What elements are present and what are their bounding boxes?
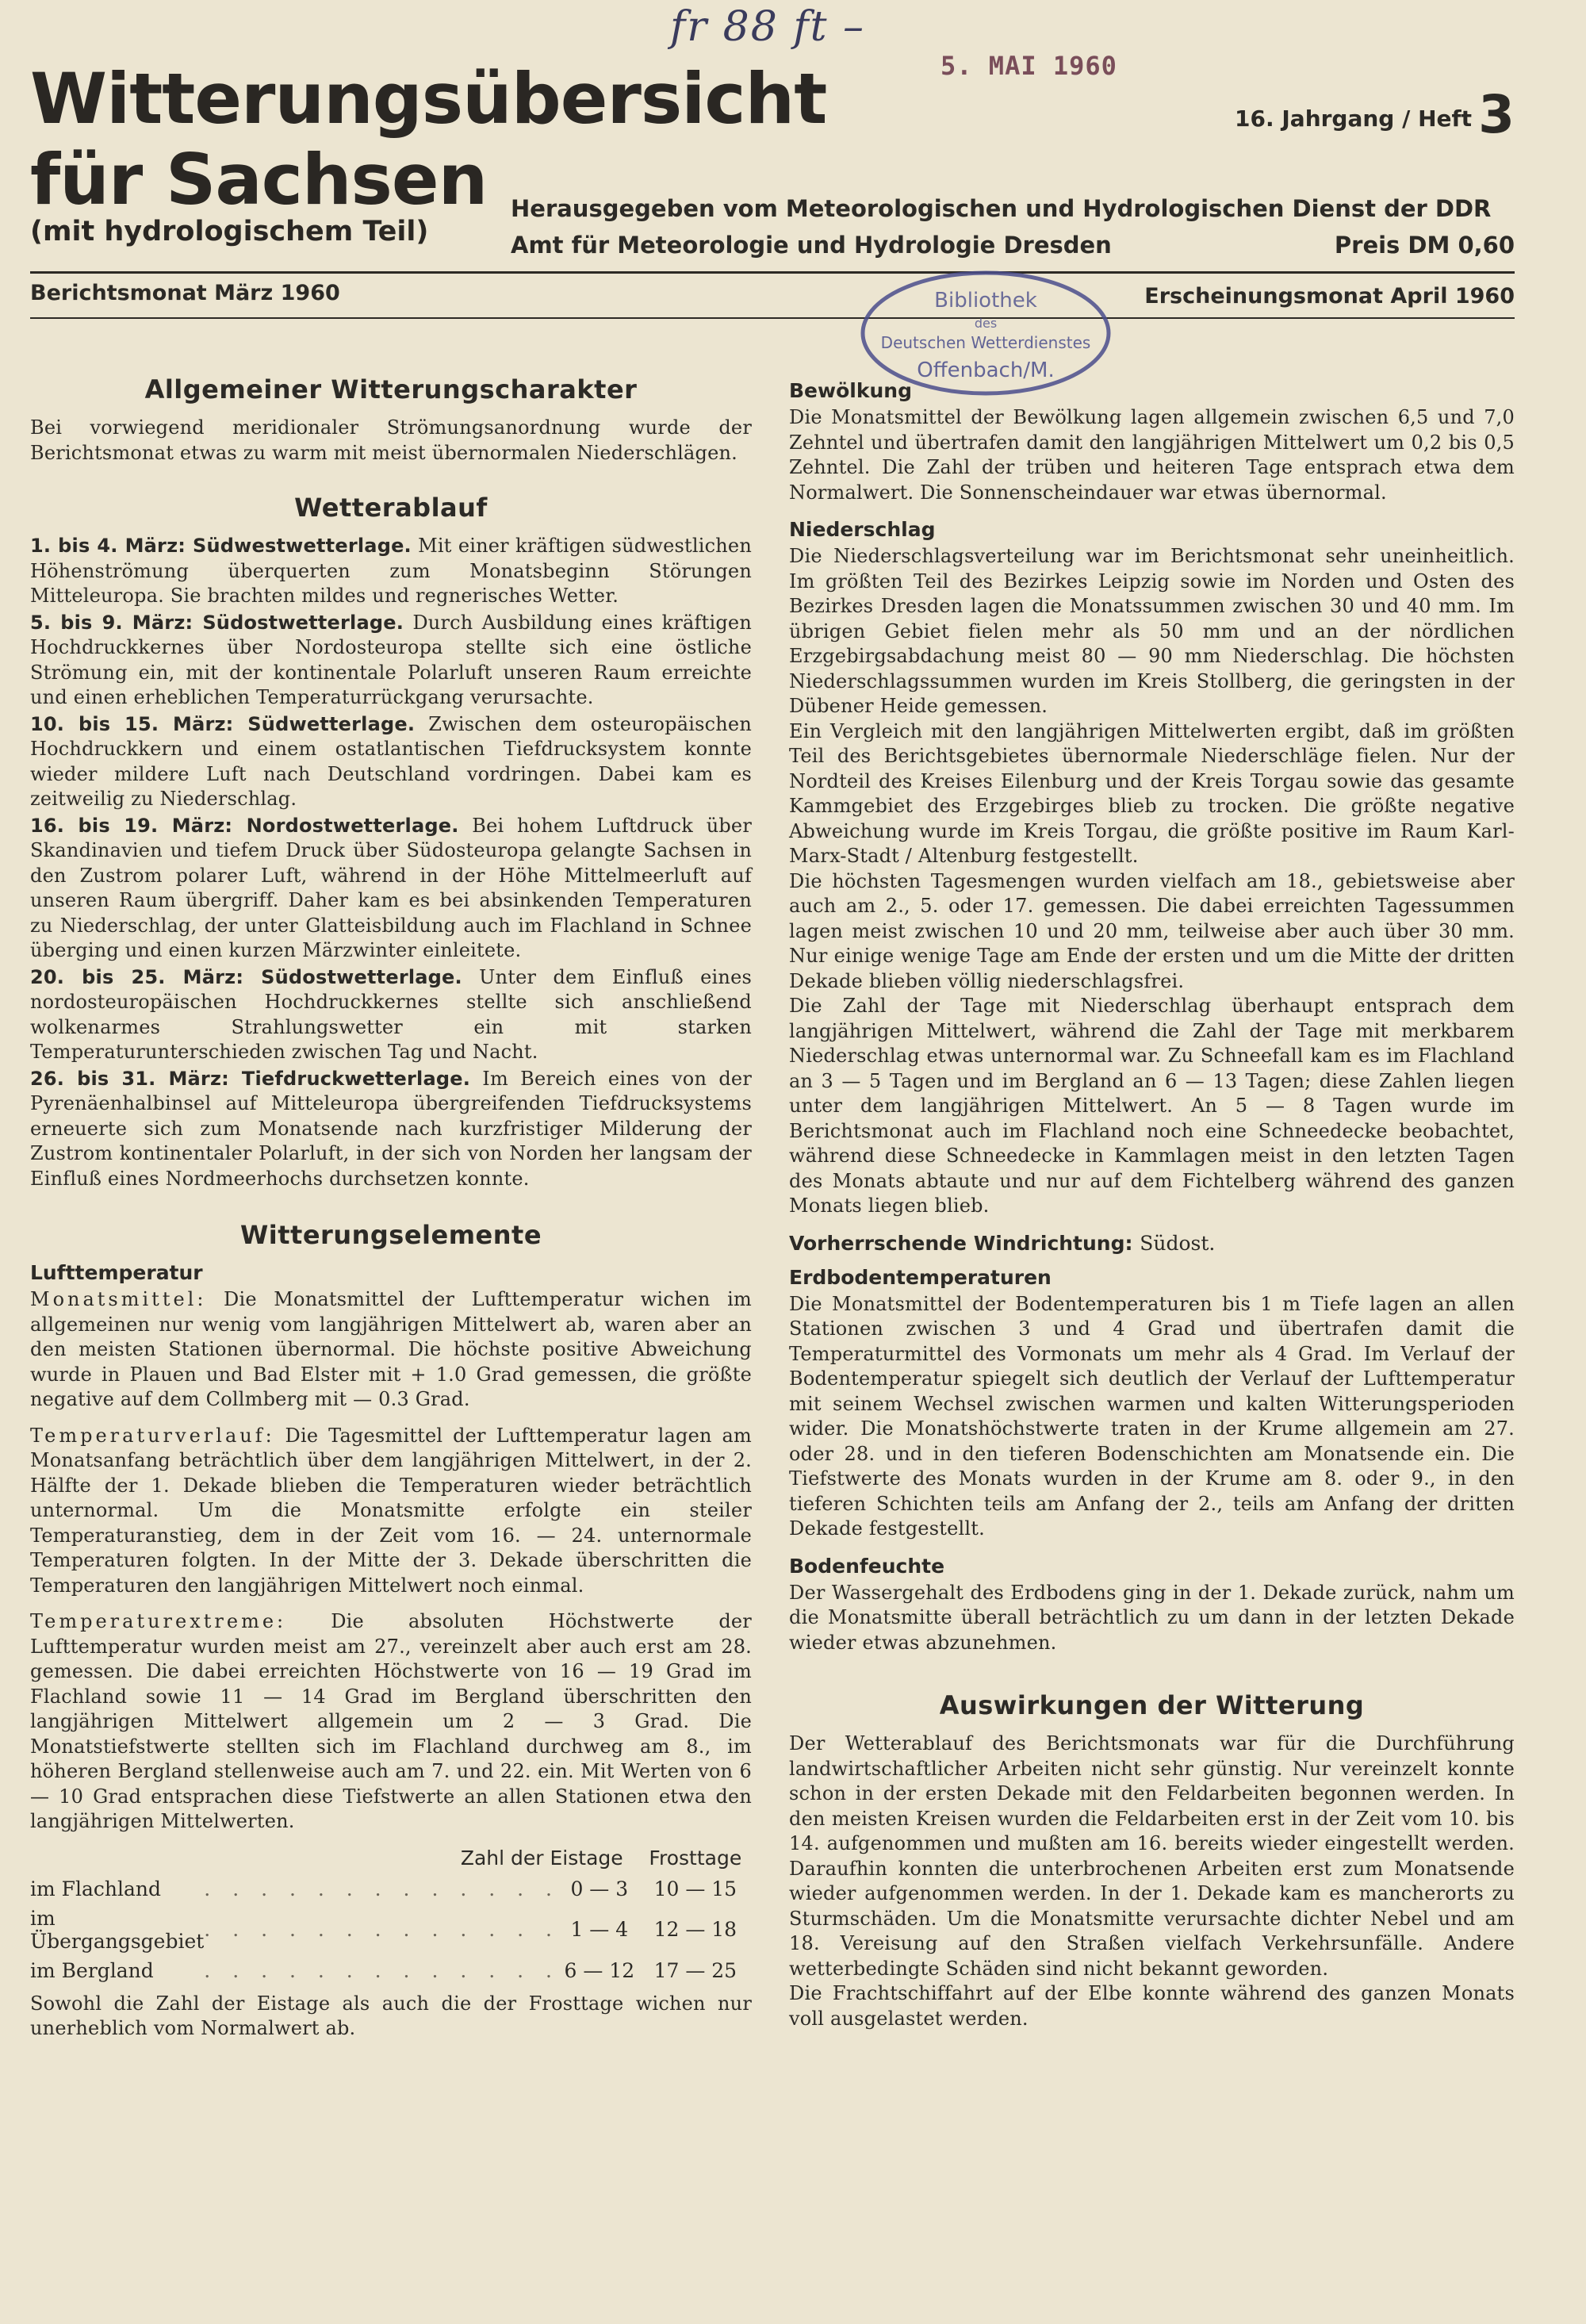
weather-effects-paragraph: Der Wetterablauf des Berichtsmonats war für die Durchführung landwirtschaftlicher Arbeiten nicht sehr günstig. Nur vereinzelt konnte schon in der ersten Dekade mit den Feldarbeiten begonnen werden. In den meisten Kreisen wurden die Feldarbeiten erst in der Zeit vom 10. bis 14. aufgenommen und mußten am 16. bereits wieder eingestellt werden. Daraufhin konnten die unterbrochenen Arbeiten erst zum Monatsende wieder aufgenommen werden. In der 1. Dekade kam es mancherorts zu Sturmschäden. Um die Monatsmitte verursachte dichter Nebel und am 18. Vereisung auf den Straßen vielfach Verkehrsunfälle. Andere wetterbedingte Schäden sind nicht bekannt geworden.	[789, 1732, 1515, 1980]
temperature-course-text: Die Tagesmittel der Lufttemperatur lagen am Monatsanfang beträchtlich über dem langjährigen Mittelwert, in der 2. Hälfte der 1. Dekade blieben die Temperaturen wieder beträchtlich unternormal. Um die Monatsmitte erfolgte ein steiler Temperaturanstieg, dem in der Zeit vom 16. — 24. unternormale Temperaturen folgten. In der Mitte der 3. Dekade überschritten die Temperaturen den langjährigen Mittelwert noch einmal.	[30, 1424, 752, 1597]
wind-value: Südost.	[1140, 1231, 1216, 1255]
table-cell-region: im Übergangsgebiet	[30, 1906, 205, 1953]
issue-label: 16. Jahrgang / Heft	[1235, 105, 1473, 132]
table-header-frost-days: Frosttage	[649, 1846, 742, 1870]
price: Preis DM 0,60	[1334, 232, 1515, 259]
table-cell-leader-dots: . . . . . . . . . . . . .	[204, 1958, 560, 1982]
issue-info	[1235, 84, 1515, 145]
precipitation-paragraph: Die höchsten Tagesmengen wurden vielfach am 18., gebietsweise aber auch am 2., 5. oder 17. gemessen. Die dabei erreichten Tagessummen lagen meist zwischen 10 und 20 mm, teilweise aber auch über 30 mm. Nur einige wenige Tage am Ende der ersten und um die Mitte der dritten Dekade blieben völlig niederschlagsfrei.	[789, 869, 1515, 992]
weather-course-description: Durch Ausbildung eines kräftigen Hochdruckkernes über Nordosteuropa stellte sich eine östliche Strömung ein, mit der kontinentale Polarluft unseren Raum erreichte und einen erheblichen Temperaturrückgang verursachte.	[30, 611, 752, 708]
table-cell-frost-days: 12 — 18	[653, 1918, 737, 1941]
weather-course-entry	[30, 965, 752, 1065]
weather-course-description: Unter dem Einfluß eines nordosteuropäischen Hochdruckkernes stellte sich anschließend wolkenarmes Strahlungswetter ein mit starken Temperaturunterschieden zwischen Tag und Nacht.	[30, 965, 752, 1063]
weather-course-entry	[30, 814, 752, 964]
temperature-course-label: Temperaturverlauf:	[30, 1424, 275, 1447]
table-cell-region: im Bergland	[30, 1958, 154, 1982]
precipitation-paragraph: Die Zahl der Tage mit Niederschlag überhaupt entsprach dem langjährigen Mittelwert, während die Zahl der Tage mit merkbarem Niederschlag etwas unternormal war. Zu Schneefall kam es im Flachland an 3 — 5 Tagen und im Bergland an 6 — 13 Tagen; diese Zahlen liegen unter dem langjährigen Mittelwert. An 5 — 8 Tagen wurde im Berichtsmonat auch im Flachland noch eine Schneedecke beobachtet, während diese Schneedecke in Kammlagen meist in den letzten Tagen des Monats abtaute und nur auf dem Fichtelberg während des ganzen Monats liegen blieb.	[789, 995, 1515, 1217]
table-cell-ice-days: 1 — 4	[570, 1918, 629, 1941]
temperature-extremes-paragraph	[30, 1609, 752, 1835]
svg-text:Bibliothek: Bibliothek	[934, 289, 1037, 313]
weather-course-entry	[30, 1067, 752, 1192]
header-rule-top	[30, 271, 1515, 274]
table-cell-ice-days: 0 — 3	[570, 1877, 629, 1900]
soil-temperatures-text: Die Monatsmittel der Bodentemperaturen bis 1 m Tiefe lagen an allen Stationen zwischen 3 und 4 Grad und übertrafen damit die Temperaturmittel des Vormonats um mehr als 4 Grad. Im Verlauf der Bodentemperatur spiegelt sich deutlich der Verlauf der Lufttemperatur mit seinem Wechsel zwischen warmen und kalten Witterungsperioden wider. Die Monatshöchstwerte traten in der Krume allgemein am 27. oder 28. und in den tieferen Bodenschichten am Monatsende ein. Die Tiefstwerte des Monats wurden in der Krume am 8. oder 9., in den tieferen Schichten teils am Anfang der 2., teils am Anfang der dritten Dekade festgestellt.	[789, 1292, 1515, 1540]
heading-air-temperature: Lufttemperatur	[30, 1261, 203, 1284]
heading-soil-temperatures: Erdbodentemperaturen	[789, 1265, 1052, 1289]
table-row	[30, 1956, 752, 1985]
heading-precipitation: Niederschlag	[789, 518, 936, 541]
svg-text:Offenbach/M.: Offenbach/M.	[917, 359, 1055, 382]
table-cell-leader-dots: . . . . . . . . . . . . .	[204, 1918, 560, 1941]
precipitation-paragraph: Ein Vergleich mit den langjährigen Mittelwerten ergibt, daß im größten Teil des Berichtsgebietes übernormale Niederschläge fielen. Nur der Nordteil des Kreises Eilenburg und der Kreis Torgau sowie das gesamte Kammgebiet des Erzgebirges blieb zu trocken. Die größte negative Abweichung wurde im Kreis Torgau, die größte positive im Raum Karl-Marx-Stadt / Altenburg festgestellt.	[789, 719, 1515, 867]
heading-clouds: Bewölkung	[789, 379, 912, 402]
monthly-mean-paragraph	[30, 1287, 752, 1413]
weather-course-period: 5. bis 9. März: Südostwetterlage.	[30, 611, 404, 634]
weather-course-entry	[30, 611, 752, 711]
heading-general-character: Allgemeiner Witterungscharakter	[144, 374, 638, 405]
weather-course-period: 16. bis 19. März: Nordostwetterlage.	[30, 814, 459, 837]
ice-frost-days-body	[30, 1874, 752, 1985]
ice-frost-days-table	[30, 1846, 752, 1985]
table-cell-frost-days: 10 — 15	[653, 1877, 737, 1900]
prevailing-wind	[789, 1232, 1515, 1255]
publication-subtitle: (mit hydrologischem Teil)	[30, 216, 429, 247]
publisher-block	[511, 190, 1515, 263]
heading-weather-effects: Auswirkungen der Witterung	[939, 1690, 1365, 1720]
soil-moisture-text: Der Wassergehalt des Erdbodens ging in der 1. Dekade zurück, nahm um die Monatsmitte überall beträchtlich zu um dann in der letzten Dekade wieder etwas abzunehmen.	[789, 1581, 1515, 1654]
table-row	[30, 1904, 752, 1956]
table-note: Sowohl die Zahl der Eistage als auch die der Frosttage wichen nur unerheblich vom Normalwert ab.	[30, 1992, 752, 2039]
receipt-date-stamp: 5. MAI 1960	[940, 51, 1117, 81]
table-cell-frost-days: 17 — 25	[653, 1958, 737, 1982]
weather-course-entry	[30, 712, 752, 812]
wind-label: Vorherrschende Windrichtung:	[789, 1231, 1133, 1255]
weather-course-description: Zwischen dem osteuropäischen Hochdruckkern und einem ostatlantischen Tiefdrucksystem konnte wieder mildere Luft nach Deutschland vordringen. Dabei kam es zeitweilig zu Niederschlag.	[30, 712, 752, 810]
heading-soil-moisture: Bodenfeuchte	[789, 1554, 945, 1578]
precipitation-paragraph: Die Niederschlagsverteilung war im Berichtsmonat sehr uneinheitlich. Im größten Teil des Bezirkes Leipzig sowie im Norden und Osten des Bezirkes Dresden lagen die Monatssummen zwischen 30 und 40 mm. Im übrigen Gebiet fielen mehr als 50 mm und an der nördlichen Erzgebirgsabdachung meist 80 — 90 mm Niederschlag. Die höchsten Niederschlagssummen wurden im Kreis Stollberg, die geringsten in der Dübener Heide gemessen.	[789, 545, 1515, 717]
handwritten-note: fr 88 ft –	[670, 3, 866, 51]
temperature-extremes-text: Die absoluten Höchstwerte der Lufttemperatur wurden meist am 27., vereinzelt aber auch erst am 28. gemessen. Die dabei erreichten Höchstwerte von 16 — 19 Grad im Flachland sowie 11 — 14 Grad im Bergland überschritten den langjährigen Mittelwert allgemein um 2 — 3 Grad. Die Monatstiefstwerte stellten sich im Flachland durchweg am 8., im höheren Bergland stellenweise auch am 7. und 22. ein. Mit Werten von 6 — 10 Grad entsprachen diese Tiefstwerte an allen Stationen etwa den langjährigen Mittelwerten.	[30, 1610, 752, 1832]
clouds-text: Die Monatsmittel der Bewölkung lagen allgemein zwischen 6,5 und 7,0 Zehntel und übertrafen damit den langjährigen Mittelwert um 0,2 bis 0,5 Zehntel. Die Zahl der trüben und heiteren Tage entsprach etwa dem Normalwert. Die Sonnenscheindauer war etwas übernormal.	[789, 406, 1515, 504]
publisher-line-2: Amt für Meteorologie und Hydrologie Dresden	[511, 232, 1112, 259]
left-column	[30, 374, 752, 2042]
heading-weather-elements: Witterungselemente	[239, 1220, 542, 1250]
table-cell-ice-days: 6 — 12	[564, 1958, 635, 1982]
weather-effects-paragraph: Die Frachtschiffahrt auf der Elbe konnte während des ganzen Monats voll ausgelastet werden.	[789, 1982, 1515, 2030]
issue-number: 3	[1478, 84, 1515, 145]
weather-course-period: 20. bis 25. März: Südostwetterlage.	[30, 965, 462, 988]
svg-text:des: des	[974, 316, 998, 331]
weather-course-period: 10. bis 15. März: Südwetterlage.	[30, 712, 416, 735]
weather-course-description: Im Bereich eines von der Pyrenäenhalbinsel auf Mitteleuropa übergreifenden Tiefdrucksystems erneuerte sich zum Monatsende nach kurzfristiger Milderung der Zustrom kontinentaler Polarluft, in der sich von Norden her langsam der Einfluß eines Nordmeerhochs durchsetzen konnte.	[30, 1067, 752, 1190]
temperature-course-paragraph	[30, 1424, 752, 1599]
weather-course-list	[30, 534, 752, 1191]
general-character-text: Bei vorwiegend meridionaler Strömungsanordnung wurde der Berichtsmonat etwas zu warm mit meist übernormalen Niederschlägen.	[30, 416, 752, 464]
table-cell-region: im Flachland	[30, 1877, 162, 1900]
title-line-1: Witterungsübersicht	[30, 58, 827, 140]
header-rule-bottom	[30, 317, 1515, 319]
table-row	[30, 1874, 752, 1904]
temperature-extremes-label: Temperaturextreme:	[30, 1610, 287, 1632]
weather-course-description: Mit einer kräftigen südwestlichen Höhenströmung überquerten zum Monatsbeginn Störungen Mitteleuropa. Sie brachten mildes und regnerisches Wetter.	[30, 535, 752, 607]
precipitation-paragraphs	[789, 544, 1515, 1219]
weather-course-period: 26. bis 31. März: Tiefdruckwetterlage.	[30, 1067, 471, 1090]
heading-weather-course: Wetterablauf	[294, 493, 488, 523]
table-header-ice-days: Zahl der Eistage	[460, 1846, 623, 1870]
weather-course-entry	[30, 534, 752, 609]
monthly-mean-label: Monatsmittel:	[30, 1288, 207, 1310]
publication-month: Erscheinungsmonat April 1960	[1144, 284, 1515, 309]
monthly-mean-text: Die Monatsmittel der Lufttemperatur wichen im allgemeinen nur wenig vom langjährigen Mittelwert ab, waren aber an den meisten Stationen übernormal. Die höchste positive Abweichung wurde in Plauen und Bad Elster mit + 1.0 Grad gemessen, die größte negative auf dem Collmberg mit — 0.3 Grad.	[30, 1288, 752, 1410]
weather-course-description: Bei hohem Luftdruck über Skandinavien und tiefem Druck über Südosteuropa gelangte Sachsen in den Zustrom polarer Luft, während in der Höhe Mittelmeerluft auf unseren Raum übergriff. Daher kam es bei absinkenden Temperaturen zu Niederschlag, der unter Glatteisbildung auch im Flachland in Schnee überging und einen kurzen Märzwinter einleitete.	[30, 814, 752, 961]
weather-course-period: 1. bis 4. März: Südwestwetterlage.	[30, 535, 412, 557]
title-line-2: für Sachsen	[30, 139, 488, 221]
publisher-line-1: Herausgegeben vom Meteorologischen und Hydrologischen Dienst der DDR	[511, 195, 1492, 222]
right-column	[789, 379, 1515, 2031]
weather-effects-paragraphs	[789, 1731, 1515, 2031]
table-cell-leader-dots: . . . . . . . . . . . . .	[204, 1877, 560, 1900]
svg-text:Deutschen Wetterdienstes: Deutschen Wetterdienstes	[880, 333, 1091, 352]
report-month: Berichtsmonat März 1960	[30, 281, 340, 305]
table-header-empty	[30, 1846, 204, 1874]
